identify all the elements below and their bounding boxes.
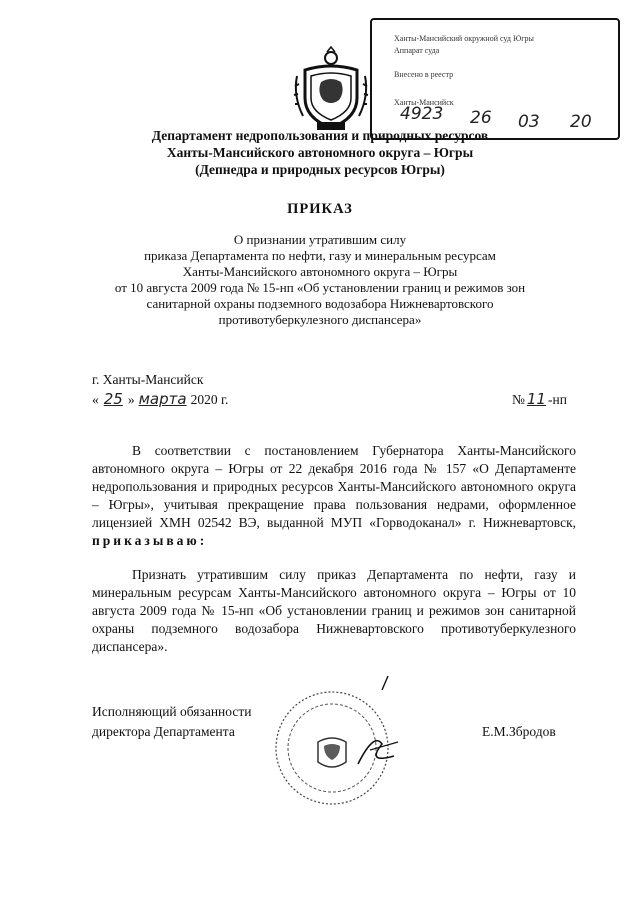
stamp-line: Ханты-Мансийский окружной суд Югры [394,34,534,43]
signatory-name: Е.М.Збродов [482,724,556,739]
stamp-reg-number: 4923 [400,104,444,124]
document-title: ПРИКАЗ [287,201,353,217]
signatory-position [92,702,251,742]
date-month: марта [138,390,187,408]
position-line: директора Департамента [92,724,235,739]
subject-line: О признании утратившим силу [233,232,407,247]
quote-close: » [127,392,135,407]
number-value: 11 [526,390,546,408]
subject-line: от 10 августа 2009 года № 15-нп «Об установлении границ и режимов зон [114,280,526,295]
subject-line: Ханты-Мансийского автономного округа – Югры [182,264,458,279]
quote-open: « [92,392,99,407]
date-day: 25 [103,390,123,408]
order-paragraph: Признать утратившим силу приказ Департамента по нефти, газу и минеральным ресурсам Ханты-Мансийского автономного округа – Югры от 10 августа 2009 года № 15-нп «Об установлении границ и режимов зон санитарной охраны подземного водозабора Нижневартовского противотуберкулезного диспансера». [92,567,576,654]
number-suffix: -нп [547,392,567,407]
order-date [92,390,228,408]
subject-line: санитарной охраны подземного водозабора Нижневартовского [146,296,494,311]
stamp-day: 26 [470,108,492,128]
position-line: Исполняющий обязанности [92,704,252,719]
stamp-line: Ханты-Мансийск [394,98,454,107]
subject-line: приказа Департамента по нефти, газу и минеральным ресурсам [144,248,496,263]
coat-of-arms-icon [291,46,371,134]
order-number [512,390,567,408]
preamble-text: В соответствии с постановлением Губернатора Ханты-Мансийского автономного округа – Югры от 22 декабря 2016 года № 157 «О Департаменте недропользования и природных ресурсов Ханты-Мансийского автономного округа – Югры», учитывая прекращение права пользования недрами, оформленное лицензией ХМН 02542 ВЭ, выданной МУП «Горводоканал» г. Нижневартовск, [92,443,576,530]
department-name [0,127,640,178]
stamp-year: 20 [570,112,592,132]
registration-stamp [370,18,620,140]
stamp-line: Внесено в реестр [394,70,454,79]
order-word: приказываю: [92,533,208,548]
date-year: 2020 г. [190,392,229,407]
stamp-month: 03 [518,112,540,132]
place: г. Ханты-Мансийск [92,372,204,387]
preamble-paragraph [92,442,576,550]
stamp-line: Аппарат суда [394,46,440,55]
subject-line: противотуберкулезного диспансера» [218,312,422,327]
order-subject [0,232,640,328]
department-line: Ханты-Мансийского автономного округа – Югры [166,145,474,160]
official-seal-icon [270,672,410,812]
department-line: Департамент недропользования и природных ресурсов [151,128,489,143]
number-sign: № [512,392,525,407]
department-short-name: (Депнедра и природных ресурсов Югры) [195,162,445,177]
